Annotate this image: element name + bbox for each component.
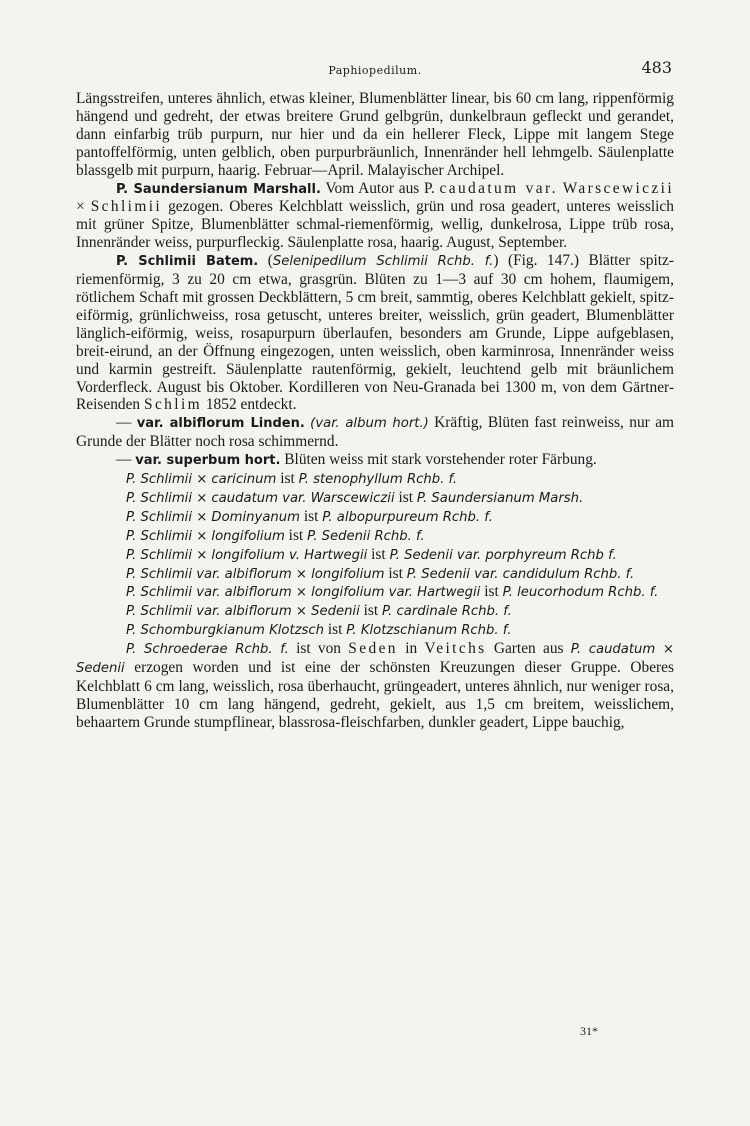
hybrid-parents: P. Schlimii × longifolium v. Hartwegii	[126, 547, 368, 563]
species-name: P. Schlimii Batem.	[116, 254, 259, 270]
spaced-name: Warscewiczii	[562, 179, 674, 197]
hybrid-result: P. cardinale Rchb. f.	[382, 604, 512, 620]
variety-name: var. superbum hort.	[135, 453, 281, 469]
variety-text: Blüten weiss mit stark vorstehender roter Färbung.	[284, 451, 597, 469]
hybrid-ist: ist	[363, 602, 379, 620]
hybrid-result: P. Sedenii var. candidulum Rchb. f.	[406, 566, 635, 582]
paragraph-continued: Längsstreifen, unteres ähnlich, etwas kleiner, Blumenblätter linear, bis 60 cm lang, rippenförmig hängend und gedreht, der etwas breitere Grund gelbgrün, dunkelbraun gefleckt und gerandet, dann einfarbig trüb purpurn, nur hier und da ein hellerer Fleck, Lippe mit langem Stege pantoffelförmig, unten gelblich, oben purpurbräunlich, Innenränder hell lehmgelb. Säulenplatte blassgelb mit purpurn, haarig. Februar—April. Malayischer Archipel.	[76, 90, 674, 179]
hybrid-result: P. Sedenii var. porphyreum Rchb f.	[389, 547, 617, 563]
hybrid-result: P. Sedenii Rchb. f.	[307, 528, 425, 544]
entry-text: erzogen worden und ist eine der schönsten Kreuzungen dieser Gruppe. Oberes Kelchblatt 6 cm lang, weisslich, rosa überhaucht, grüngeadert, unteres ähnlich, nur weniger rosa, Blumenblätter 10 cm lang hängend, gedreht, gekielt, aus 1,5 cm breitem, weisslichem, behaartem Grunde stumpflinear, blassrosa-fleischfarben, dunkler geadert, Lippe bauchig,	[76, 659, 674, 731]
synonym: (var. album hort.)	[310, 416, 429, 432]
hybrid-line	[76, 470, 674, 489]
spaced-name: Seden	[348, 640, 398, 658]
synonym: Selenipedilum Schlimii Rchb. f.	[272, 254, 494, 270]
entry-text: in	[405, 640, 418, 658]
variety-superbum	[76, 451, 674, 470]
hybrid-ist: ist	[280, 470, 295, 488]
entry-text: 1852 entdeckt.	[205, 396, 297, 414]
hybrid-parents: P. Schlimii var. albiflorum × Sedenii	[126, 604, 360, 620]
running-title: Paphiopedilum.	[328, 64, 422, 77]
cross-symbol: ×	[76, 198, 85, 216]
variety-name: var. albiflorum Linden.	[136, 416, 305, 432]
spaced-name: Veitchs	[424, 640, 487, 658]
synonym-close: )	[493, 252, 499, 270]
hybrid-result: P. leucorhodum Rchb. f.	[502, 585, 659, 601]
dash: —	[116, 451, 132, 469]
entry-text: Garten aus	[493, 640, 564, 658]
signature-mark: 31*	[580, 1024, 598, 1038]
hybrid-result: P. Saundersianum Marsh.	[416, 490, 584, 506]
variety-text: Kräftig, Blüten fast reinweiss, nur am Grunde der Blätter noch rosa schimmernd.	[76, 414, 674, 451]
hybrid-ist: ist	[327, 621, 343, 639]
hybrid-line	[76, 489, 674, 508]
hybrid-ist: ist	[388, 564, 403, 582]
hybrid-ist: ist	[398, 488, 414, 506]
running-header	[76, 58, 674, 82]
entry-saundersianum	[76, 180, 674, 253]
entry-text: gezogen. Oberes Kelchblatt weisslich, grün und rosa geadert, unteres weisslich mit grüner Spitze, Blumenblätter schmal-riemenförmig, wellig, dunkelrosa, Lippe trüb rosa, Innenränder weiss, purpurfleckig. Säulenplatte rosa, haarig. August, September.	[76, 198, 674, 252]
page-number: 483	[641, 58, 672, 77]
hybrid-parents: P. Schlimii × longifolium	[126, 528, 285, 544]
hybrid-result: P. stenophyllum Rchb. f.	[298, 472, 458, 488]
hybrid-line	[76, 508, 674, 527]
hybrid-parents: P. Schlimii × caudatum var. Warscewiczii	[126, 490, 395, 506]
hybrid-ist: ist	[288, 526, 304, 544]
hybrid-line	[76, 621, 674, 640]
entry-schroederae	[76, 640, 674, 732]
dash: —	[116, 414, 132, 432]
spaced-name: caudatum var.	[439, 179, 558, 197]
hybrid-line	[76, 527, 674, 546]
cross-formula: P. caudatum × Sedenii	[76, 642, 674, 677]
hybrid-ist: ist	[371, 545, 386, 563]
variety-albiflorum	[76, 414, 674, 451]
hybrid-parents: P. Schomburgkianum Klotzsch	[126, 623, 325, 639]
hybrid-line	[76, 602, 674, 621]
hybrid-ist: ist	[303, 507, 319, 525]
hybrid-result: P. Klotzschianum Rchb. f.	[346, 623, 512, 639]
spaced-name: Schlimii	[90, 198, 163, 216]
page-body	[76, 90, 674, 732]
entry-text: ist von	[296, 640, 341, 658]
hybrid-line	[76, 546, 674, 565]
hybrid-ist: ist	[484, 583, 499, 601]
species-name: P. Schroederae Rchb. f.	[126, 642, 289, 658]
entry-schlimii	[76, 252, 674, 414]
hybrid-parents: P. Schlimii var. albiflorum × longifolium	[126, 566, 385, 582]
spaced-name: Schlim	[143, 396, 202, 414]
hybrid-parents: P. Schlimii var. albiflorum × longifolium var. Hartwegii	[126, 585, 481, 601]
hybrid-parents: P. Schlimii × Dominyanum	[126, 509, 300, 525]
hybrid-line	[76, 583, 674, 602]
hybrid-parents: P. Schlimii × caricinum	[126, 472, 277, 488]
hybrid-result: P. albopurpureum Rchb. f.	[322, 509, 493, 525]
entry-text: (Fig. 147.) Blätter spitz-riemenförmig, 3 zu 20 cm etwa, grasgrün. Blüten zu 1—3 auf 30 cm hohem, flaumigem, rötlichem Schaft mit grossen Deckblättern, 5 cm breit, sammtig, oberes Kelchblatt gekielt, spitz-eiförmig, grünlichweiss, rosa getuscht, unteres breiter, weisslich, grün geadert, Blumenblätter länglich-eiförmig, weiss, rosapurpurn überlaufen, besonders am Grunde, Lippe aufgeblasen, breit-eirund, an der Öffnung eingezogen, unten weisslich, oben karminrosa, Innenränder weiss und karmin gestreift. Säulenplatte rautenförmig, gekielt, leuchtend gelb mit bräunlichem Vorderfleck. August bis Oktober. Kordilleren von Neu-Granada bei 1300 m, von dem Gärtner-Reisenden	[76, 252, 674, 414]
hybrid-line	[76, 565, 674, 584]
species-name: P. Saundersianum Marshall.	[116, 181, 321, 197]
entry-text: Vom Autor aus P.	[325, 179, 435, 197]
synonym-open: (	[267, 252, 273, 270]
